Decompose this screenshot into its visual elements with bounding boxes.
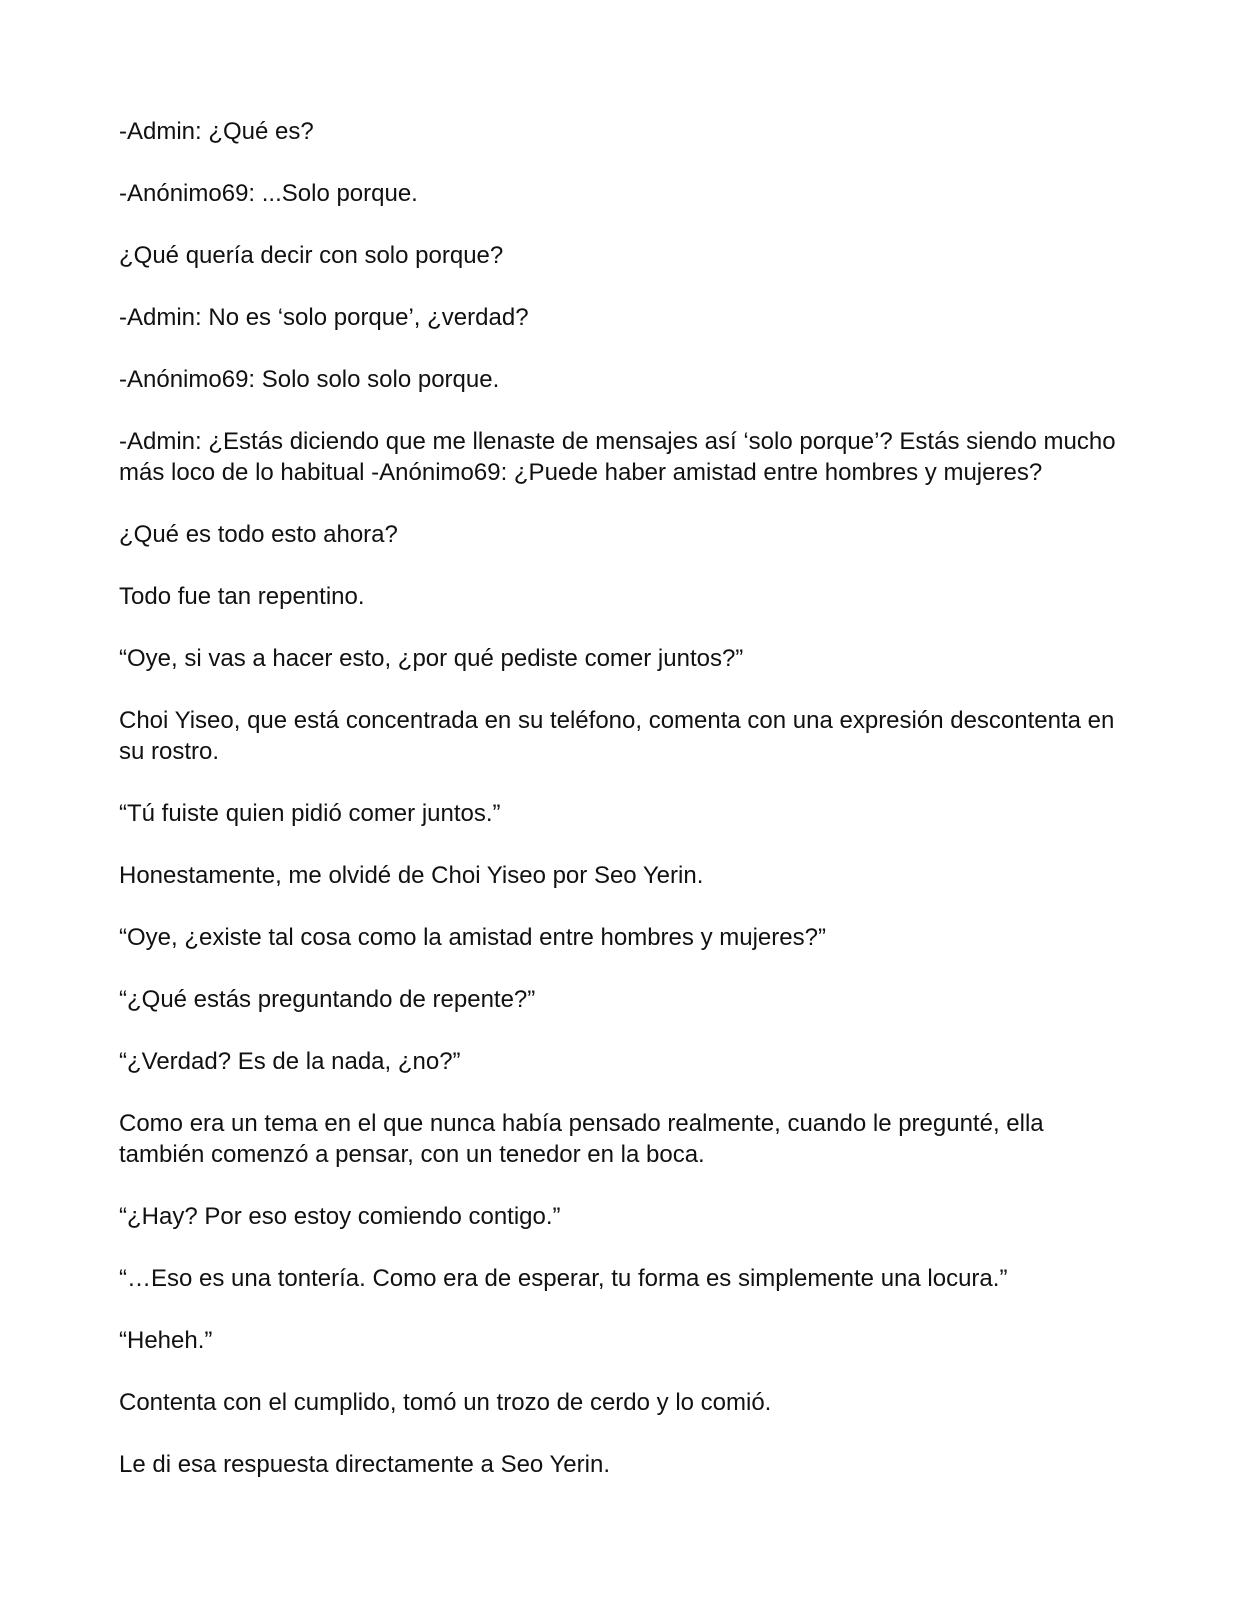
paragraph: -Anónimo69: ...Solo porque. <box>119 180 418 207</box>
paragraph: -Admin: ¿Qué es? <box>119 118 314 145</box>
paragraph: -Admin: No es ‘solo porque’, ¿verdad? <box>119 304 529 331</box>
paragraph: -Anónimo69: Solo solo solo porque. <box>119 366 500 393</box>
paragraph: Honestamente, me olvidé de Choi Yiseo por Seo Yerin. <box>119 862 704 889</box>
paragraph: ¿Qué quería decir con solo porque? <box>119 242 504 269</box>
paragraph: “¿Verdad? Es de la nada, ¿no?” <box>119 1048 461 1075</box>
paragraph: “Tú fuiste quien pidió comer juntos.” <box>119 800 501 827</box>
paragraph: “¿Hay? Por eso estoy comiendo contigo.” <box>119 1203 561 1230</box>
paragraph: Le di esa respuesta directamente a Seo Yerin. <box>119 1451 610 1478</box>
paragraph: Choi Yiseo, que está concentrada en su teléfono, comenta con una expresión descontenta en su rostro. <box>119 707 1115 765</box>
paragraph: Todo fue tan repentino. <box>119 583 365 610</box>
document-body <box>119 116 1129 1480</box>
paragraph: “Oye, ¿existe tal cosa como la amistad entre hombres y mujeres?” <box>119 924 826 951</box>
paragraph: “Heheh.” <box>119 1327 213 1354</box>
paragraph: ¿Qué es todo esto ahora? <box>119 521 398 548</box>
paragraph: -Admin: ¿Estás diciendo que me llenaste de mensajes así ‘solo porque’? Estás siendo mucho más loco de lo habitual -Anónimo69: ¿Puede haber amistad entre hombres y mujeres? <box>119 428 1116 486</box>
paragraph: “¿Qué estás preguntando de repente?” <box>119 986 536 1013</box>
paragraph: Como era un tema en el que nunca había pensado realmente, cuando le pregunté, ella también comenzó a pensar, con un tenedor en la boca. <box>119 1110 1044 1168</box>
paragraph: “Oye, si vas a hacer esto, ¿por qué pediste comer juntos?” <box>119 645 744 672</box>
paragraph: Contenta con el cumplido, tomó un trozo de cerdo y lo comió. <box>119 1389 772 1416</box>
paragraph: “…Eso es una tontería. Como era de esperar, tu forma es simplemente una locura.” <box>119 1265 1008 1292</box>
